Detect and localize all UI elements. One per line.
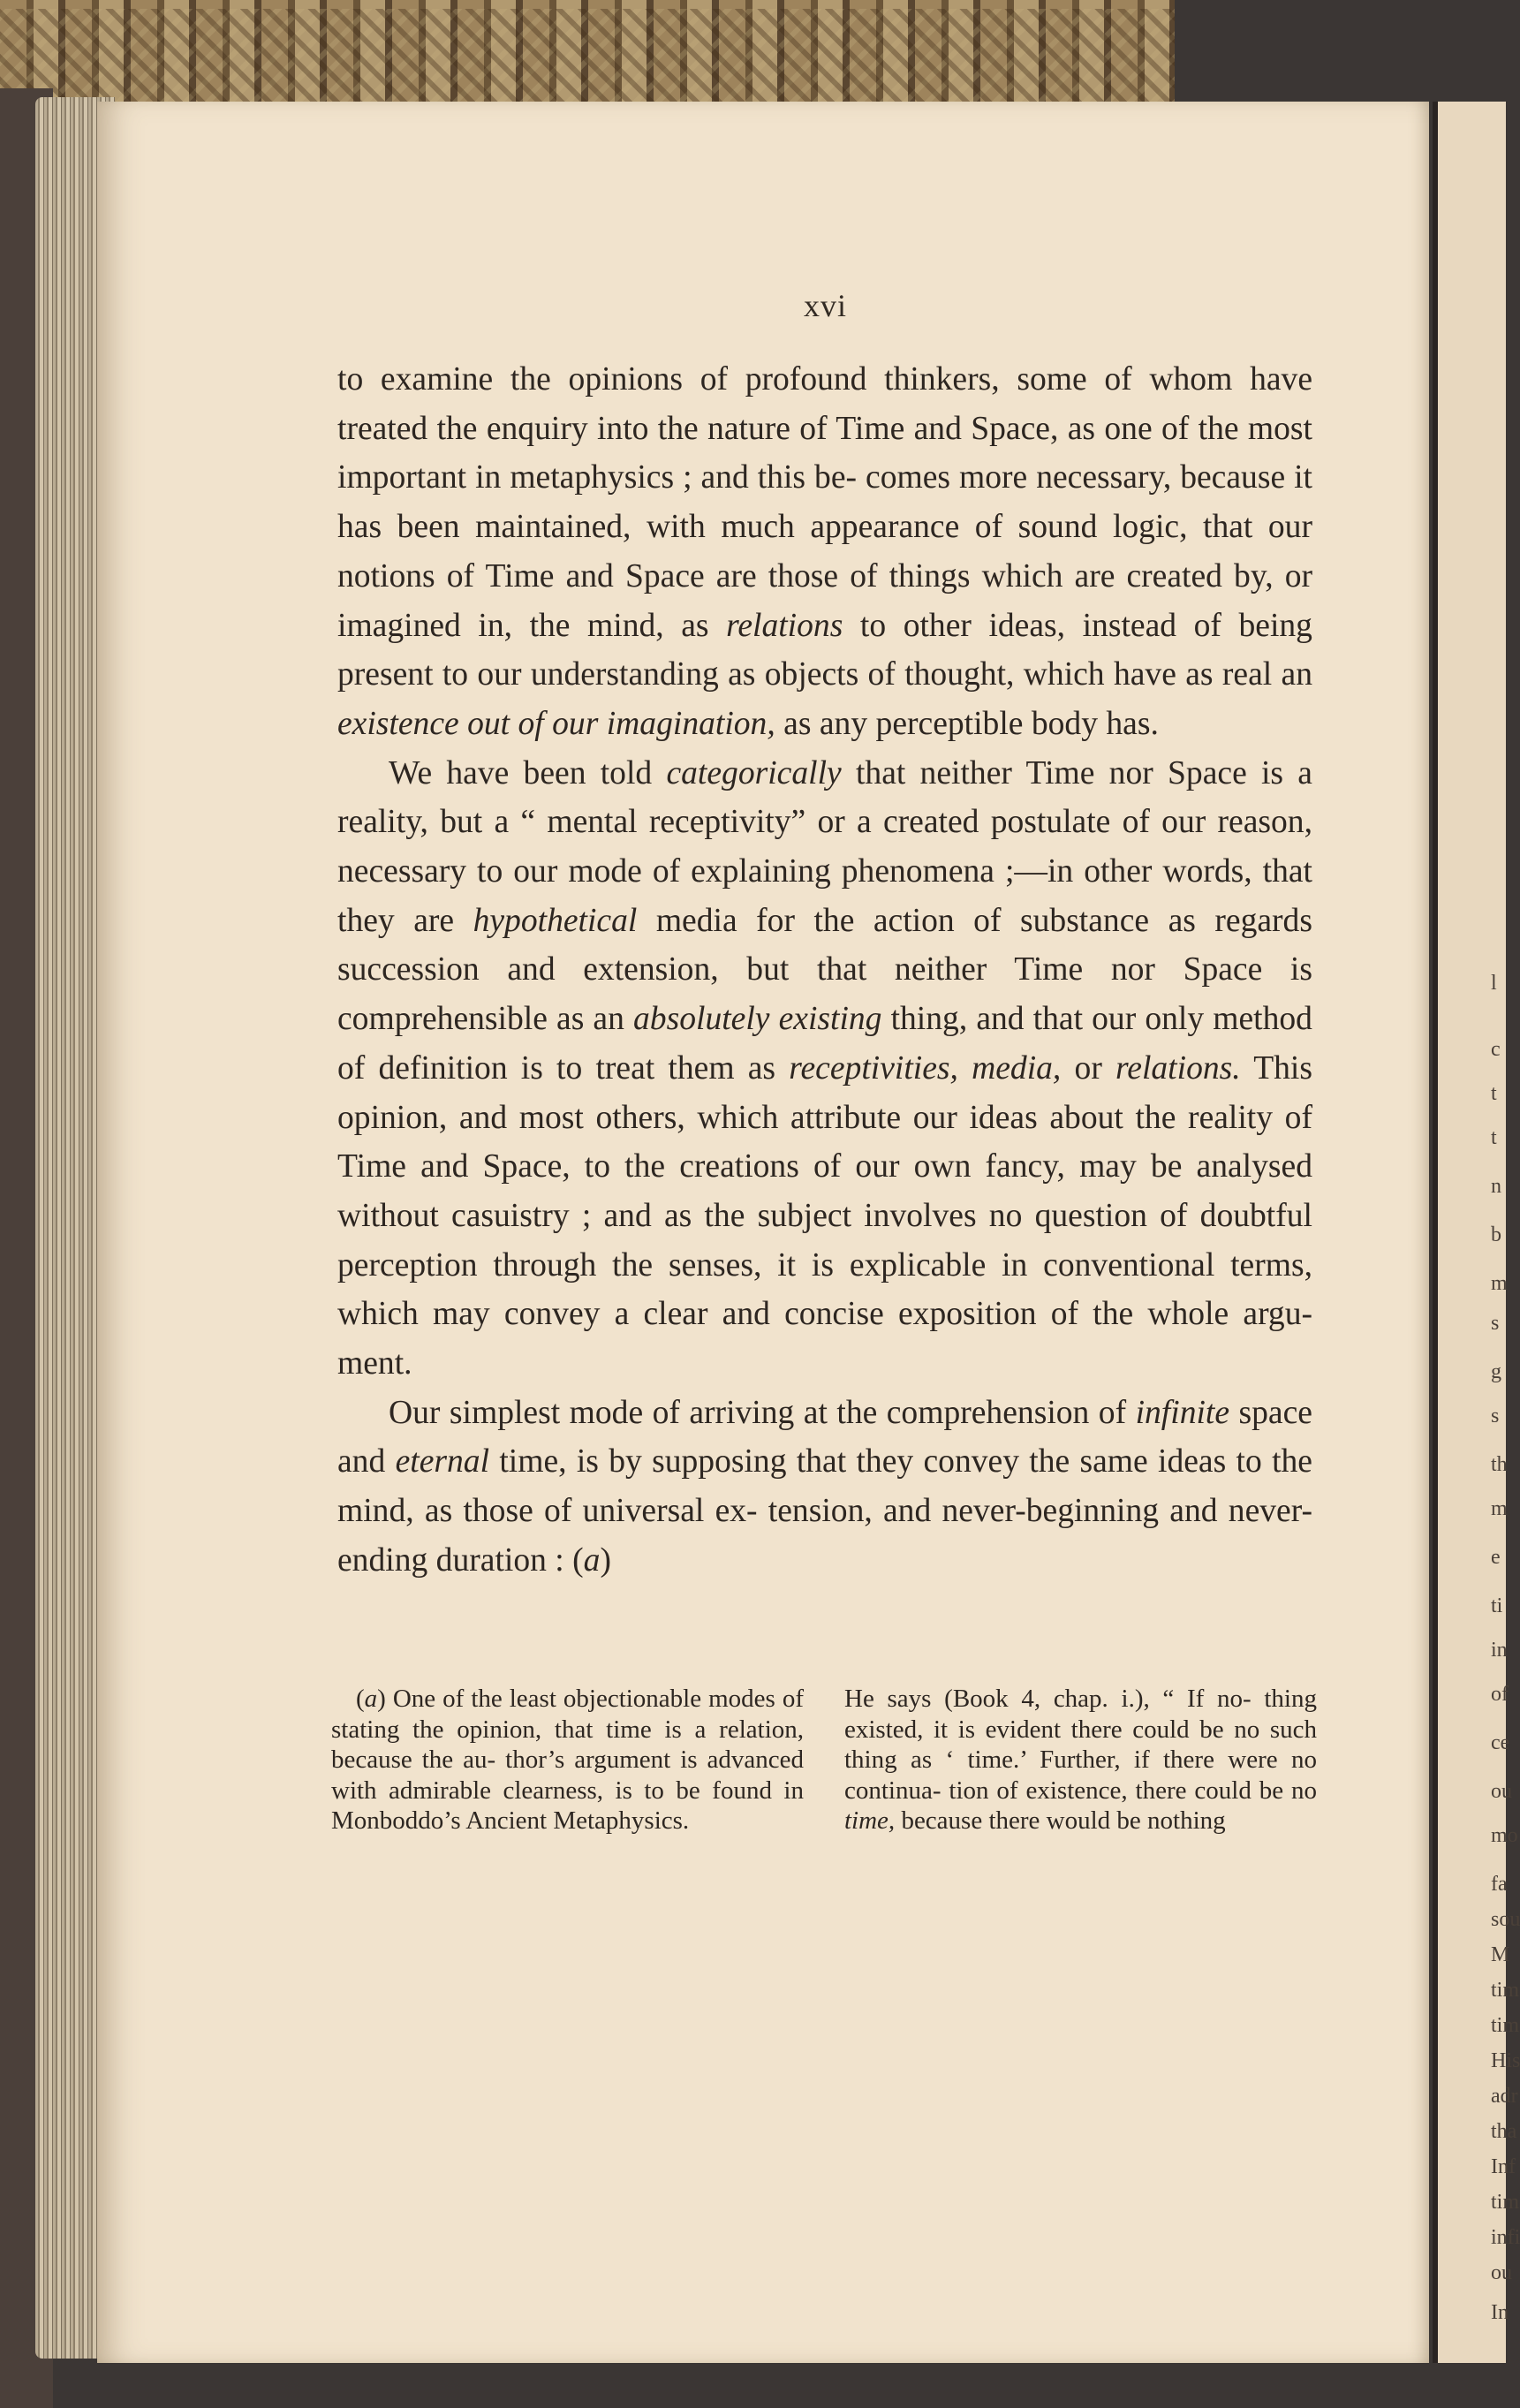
facing-page-fragment: tim	[1491, 2191, 1520, 2214]
italic-term: eternal	[395, 1443, 490, 1480]
footnote-text: ) One of the least objectionable modes of stating the opinion, that time is a relation, because the au- thor’s argument is advanced with admirable clearness, is to be found in Monboddo’s Ancient Metaphysics.	[331, 1685, 804, 1835]
facing-page-fragment: e	[1491, 1546, 1501, 1569]
facing-page-fragment: c	[1491, 1038, 1501, 1061]
footnote-right-column	[844, 1684, 1317, 1836]
text-line: being present to our understanding as objects of thought,	[337, 607, 1312, 693]
italic-term: relations	[726, 607, 843, 644]
footnote-marker: a	[583, 1541, 601, 1579]
text-line: as one of the most important in metaphysics ; and this be-	[337, 410, 1312, 496]
text-line: and Space are those of things which are created by, or	[565, 557, 1312, 594]
text-run: thing, and that our only method of definition is to treat them as	[337, 1001, 1312, 1087]
facing-page-fragment: infi	[1491, 2226, 1520, 2249]
facing-page-fragment: of	[1491, 1683, 1509, 1706]
facing-page-fragment: l	[1491, 972, 1497, 995]
text-line: much appearance of sound logic, that our notions of Time	[337, 509, 1312, 594]
italic-term: relations.	[1115, 1049, 1241, 1087]
text-run: space and	[337, 1394, 1312, 1480]
facing-page-fragment: t	[1491, 1082, 1497, 1105]
facing-page-fragment: g	[1491, 1360, 1501, 1383]
paragraph-1	[337, 355, 1312, 749]
text-run: Our simplest mode of arriving at the comprehension of	[389, 1394, 1127, 1431]
facing-page-fragment: tim	[1491, 1979, 1520, 2002]
text-line: comes more necessary, because it has been maintained, with	[337, 459, 1312, 546]
facing-page-fragment: b	[1491, 1223, 1501, 1246]
text-run: or	[1074, 1049, 1102, 1087]
footnote-open-paren: (	[356, 1685, 365, 1713]
text-line: which have as real an	[1023, 656, 1312, 693]
text-run: that neither Time nor Space is a reality, but a “ mental receptivity” or a created postulate of our reason, necessary to our mode of explaining phenomena ;—in other words, that they are	[337, 754, 1312, 939]
facing-page-fragment: n	[1491, 1175, 1501, 1198]
text-run: This opinion, and most others, which attribute our ideas about the reality of Time and Space, to the creations of our own fancy, may be analysed without casuistry ; and as the subject involves no question of doubtful perception through the senses, it is explicable in conventional terms, which may convey a clear and concise exposition of the whole argu- ment.	[337, 1049, 1312, 1382]
facing-page-fragment: ti	[1491, 1594, 1503, 1617]
facing-page-fragment: tha	[1491, 2120, 1517, 2143]
italic-term: infinite	[1135, 1394, 1230, 1431]
facing-page-fragment: sou	[1491, 1908, 1520, 1931]
footnote-a	[331, 1684, 804, 1836]
facing-page-fragment: ou	[1491, 2261, 1512, 2284]
paragraph-3	[337, 1389, 1312, 1586]
facing-page-fragment: th	[1491, 1453, 1508, 1476]
facing-page-fragment: tim	[1491, 2014, 1520, 2037]
text-line: to examine the opinions of profound thinkers, some of whom	[337, 361, 1233, 398]
facing-page-fragment: His	[1491, 2049, 1520, 2072]
facing-page-fragment: fa	[1491, 1873, 1508, 1896]
footnote-text: He says (Book 4, chap. i.), “ If no- thing existed, it is evident there could be no such thing as ‘ time.’ Further, if there were no continua- tion of existence, there could be no	[844, 1685, 1317, 1805]
text-line: have treated the enquiry into the nature of Time and Space,	[337, 361, 1312, 447]
italic-term: categorically	[666, 754, 842, 791]
footnote-left-column	[331, 1684, 804, 1836]
facing-page-fragment: s	[1491, 1405, 1500, 1427]
text-run: media for the action of substance as regards succession and extension, but that neither Time nor Space is comprehensible as an	[337, 902, 1312, 1038]
italic-term: time,	[844, 1806, 896, 1835]
text-line: as any	[783, 705, 868, 742]
paragraph-2	[337, 749, 1312, 1389]
facing-page-fragment: s	[1491, 1312, 1500, 1335]
footnote-marker: a	[364, 1685, 378, 1713]
italic-term: absolutely existing	[633, 1001, 882, 1038]
footnote-text: because there would be nothing	[901, 1806, 1226, 1835]
facing-page-fragment: m	[1491, 1272, 1508, 1295]
facing-page-fragment: M	[1491, 1943, 1510, 1966]
facing-page-fragment: In	[1491, 2301, 1509, 2324]
italic-term: hypothetical	[473, 902, 638, 939]
italic-term: receptivities, media,	[789, 1049, 1062, 1087]
facing-page-fragment: t	[1491, 1126, 1497, 1149]
footnotes	[331, 1684, 1317, 1836]
facing-page-fragment: adr	[1491, 2085, 1518, 2108]
facing-page-fragment: in	[1491, 1639, 1508, 1662]
page-number: xvi	[804, 288, 848, 323]
facing-page-fragment: Inf	[1491, 2155, 1516, 2178]
facing-page-fragment: m	[1491, 1497, 1508, 1520]
facing-page-fragment: mo	[1491, 1824, 1518, 1847]
facing-page-edge	[1433, 102, 1520, 2363]
text-line: to other ideas, instead of	[859, 607, 1221, 644]
text-run: time, is by supposing that they convey the same ideas to the mind, as those of universal ex- tension, and never-beginning and never-ending duration : (	[337, 1443, 1312, 1579]
facing-page-fragment: ou	[1491, 1780, 1512, 1803]
italic-term: existence out of our imagination,	[337, 705, 775, 742]
text-run: )	[600, 1541, 611, 1579]
text-line: imagined in, the mind, as	[337, 607, 709, 644]
text-line: perceptible body has.	[875, 705, 1159, 742]
facing-page-fragment: ce	[1491, 1731, 1510, 1754]
text-run: We have been told	[389, 754, 653, 791]
body-text	[337, 355, 1312, 1586]
